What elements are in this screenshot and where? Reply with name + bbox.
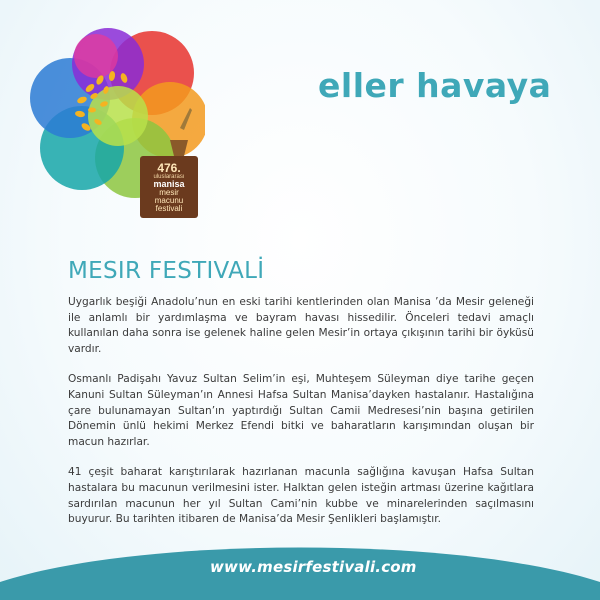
badge-line-city: manisa xyxy=(153,178,185,189)
badge-line-mesir: mesir xyxy=(159,187,179,197)
website-link[interactable]: www.mesirfestivali.com xyxy=(210,558,417,576)
paragraph: Osmanlı Padişahı Yavuz Sultan Selim’in eşi, Muhteşem Süleyman diye tarihe geçen Kanuni Sultan Süleyman’ın Annesi Hafsa Sultan Manisa’dayken hastalanır. Hastalığına çare bulunamayan Sultan’ın yaptırdığı Sultan Camii Medresesi’nin başına getirilen Dönemin ünlü hekimi Merkez Efendi bitki ve baharatların karışımından oluşan bir macun hazırlar. xyxy=(68,373,534,448)
festival-edition: 476. xyxy=(157,160,181,175)
badge-line-international: uluslararası xyxy=(153,173,185,180)
article-title: MESIR FESTIVALİ xyxy=(68,258,265,284)
paragraph: Uygarlık beşiği Anadolu’nun en eski tarihi kentlerinden olan Manisa ’da Mesir geleneği ile anlamlı bir yardımlaşma ve bayram havası hissedilir. Önceleri tedavi amaçlı kullanılan daha sonra ise gelenek haline gelen Mesir’in ortaya çıkışının tarihi bir öyküsü vardır. xyxy=(68,296,534,355)
paragraph: 41 çeşit baharat karıştırılarak hazırlanan macunla sağlığına kavuşan Hafsa Sultan hastalara bu macunun verilmesini ister. Halktan gelen isteğin artması üzerine kağıtlara sardırılan macunun her yıl Sultan Cami’nin kubbe ve minarelerinden saçılmasını buyurur. Bu tarihten itibaren de Manisa’da Mesir Şenlikleri başlamıştır. xyxy=(68,466,534,526)
festival-logo xyxy=(30,28,205,213)
slogan: eller havaya xyxy=(318,66,552,105)
badge-line-macunu: macunu xyxy=(154,195,184,205)
article-body xyxy=(68,295,534,543)
badge-line-festivali: festivali xyxy=(155,203,183,213)
festival-badge xyxy=(140,156,198,218)
